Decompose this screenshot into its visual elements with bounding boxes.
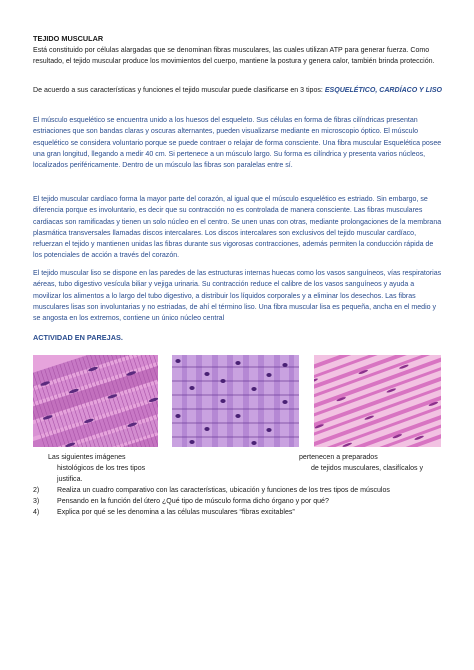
cardiac-paragraph: El tejido muscular cardíaco forma la mayor parte del corazón, al igual que el músculo esquelético es estriado. Sin embargo, se diferencia porque es involuntario, es decir que su contracción no es controlada de manera consciente. Las fibras musculares cardiacas son ramificadas y tienen un solo núcleo en el centro. Se unen unas con otras, mediante prolongaciones de la membrana plasmática transversales llamadas discos intercalares. Los discos intercalares son exclusivos del tejido muscular cardíaco, refuerzan el tejido y mantienen unidas las fibras durante sus vigorosas contracciones, además permiten la conducción rápida de los potenciales de acción a través del corazón.: [33, 196, 442, 260]
q2-number: 2): [33, 487, 40, 494]
smooth-paragraph: El tejido muscular liso se dispone en las paredes de las estructuras internas huecas como los vasos sanguíneos, vías respiratorias aéreas, tubo digestivo vesícula biliar y vejiga urinaria. Su contracción reduce el calibre de los vasos sanguíneos y ayuda a movilizar los alimentos a lo largo del tubo digestivo, a distribuir los líquidos corporales y a eliminar los desechos. Las fibras musculares lisas son involuntarias y no estriadas, de ahí el término liso. Una fibra muscular lisa es pequeña, ancha en el medio y se angosta en los extremos, contiene un único núcleo central: [33, 270, 442, 323]
q1-right-line1: pertenecen a preparados: [299, 454, 378, 461]
q3-number: 3): [33, 498, 40, 505]
activity-title: ACTIVIDAD EN PAREJAS.: [33, 333, 123, 342]
q4-number: 4): [33, 509, 40, 516]
skeletal-muscle-image: [33, 355, 158, 447]
classification-types: ESQUELÉTICO, CARDÍACO Y LISO: [324, 87, 443, 94]
intro-paragraph: Está constituido por células alargadas que se denominan fibras musculares, las cuales utilizan ATP para generar fuerza. Como resultado, el tejido muscular produce los movimientos del cuerpo, mantiene la postura y genera calor, también brinda protección.: [33, 47, 435, 66]
q1-left-line2: histológicos de los tres tipos: [57, 465, 146, 472]
cardiac-muscle-image: [172, 355, 299, 447]
q3-text: Pensando en la función del útero ¿Qué tipo de músculo forma dicho órgano y por qué?: [57, 498, 329, 505]
q4-text: Explica por qué se les denomina a las células musculares “fibras excitables”: [57, 509, 295, 516]
q2-text: Realiza un cuadro comparativo con las características, ubicación y funciones de los tres tipos de músculos: [57, 487, 390, 494]
q1-left-line1: Las siguientes imágenes: [48, 454, 126, 461]
classification-paragraph: [33, 85, 443, 96]
smooth-muscle-image: [314, 355, 441, 447]
q1-right-line2: de tejidos musculares, clasifícalos y: [311, 465, 424, 472]
classification-prefix: De acuerdo a sus características y funciones el tejido muscular puede clasificarse en 3 tipos:: [33, 87, 323, 94]
skeletal-paragraph: El músculo esquelético se encuentra unido a los huesos del esqueleto. Sus células en forma de fibras cilíndricas presentan estriaciones que son bandas claras y oscuras alternantes, pueden visualizarse mediante en microscopio óptico. El músculo esquelético se considera voluntario porque se puede contraer o relajar de forma consciente. Una fibra muscular Esquelética posee una gran longitud, llegando a medir 40 cm. Si pertenece a un músculo largo. Su forma es cilíndrica y presenta varios núcleos, localizados periféricamente. Dentro de un músculo las fibras son paralelas entre sí.: [33, 117, 442, 170]
page-title: TEJIDO MUSCULAR: [33, 34, 104, 43]
q1-left-line3: justifica.: [57, 476, 83, 483]
